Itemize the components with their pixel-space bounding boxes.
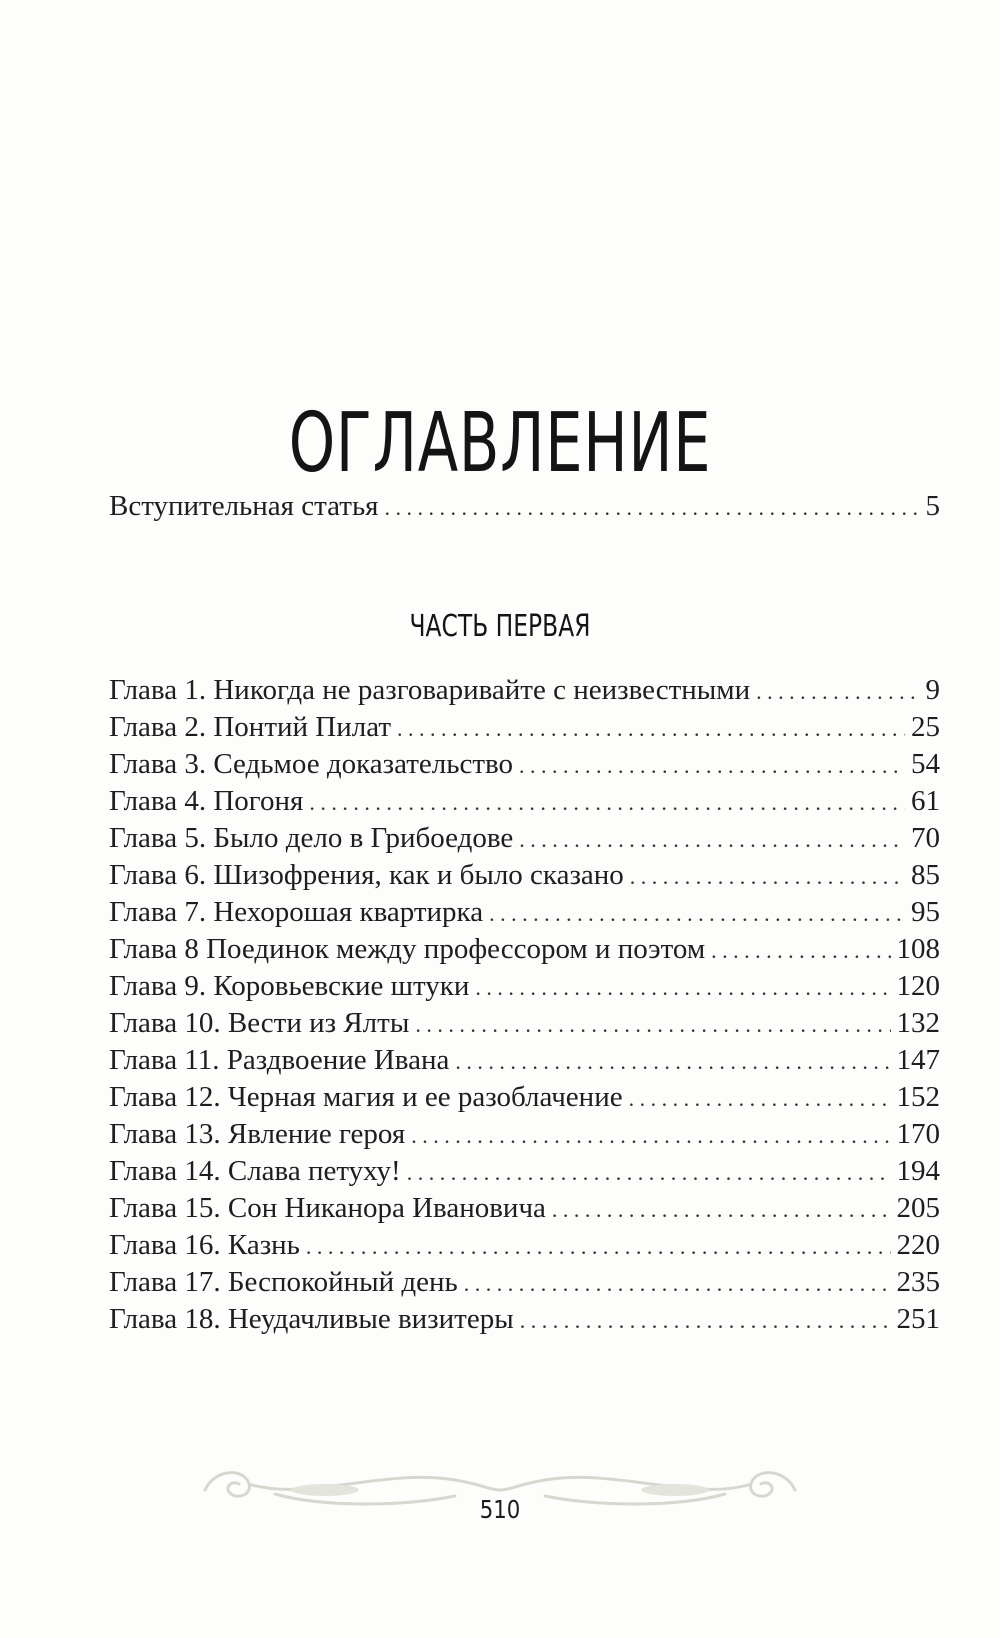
toc-entry-title: Вступительная статья — [109, 490, 379, 522]
dot-leader — [397, 709, 905, 747]
toc-entry-title: Глава 17. Беспокойный день — [109, 1266, 458, 1298]
toc-entry-page: 147 — [896, 1044, 940, 1076]
toc-entry-chapter[interactable] — [109, 746, 940, 782]
toc-entry-page: 70 — [911, 822, 940, 854]
dot-leader — [309, 783, 905, 821]
dot-leader — [711, 931, 890, 969]
toc-entry-title: Глава 2. Понтий Пилат — [109, 711, 392, 743]
toc-entry-page: 108 — [896, 933, 940, 965]
toc-entry-title: Глава 10. Вести из Ялты — [109, 1007, 410, 1039]
dot-leader — [411, 1116, 890, 1154]
page-title: ОГЛАВЛЕНИЕ — [288, 395, 712, 491]
toc-entry-chapter[interactable] — [109, 1153, 940, 1189]
toc-entry-chapter[interactable] — [109, 783, 940, 819]
toc-entry-page: 220 — [896, 1229, 940, 1261]
toc-entry-title: Глава 3. Седьмое доказательство — [109, 748, 513, 780]
toc-entry-chapter[interactable] — [109, 1264, 940, 1300]
toc-entry-page: 95 — [911, 896, 940, 928]
section-heading-part-one: ЧАСТЬ ПЕРВАЯ — [409, 609, 591, 644]
toc-entry-title: Глава 16. Казнь — [109, 1229, 300, 1261]
toc-entry-page: 170 — [896, 1118, 940, 1150]
toc-entry-page: 235 — [896, 1266, 940, 1298]
toc-entry-chapter[interactable] — [109, 931, 940, 967]
toc-entry-page: 25 — [911, 711, 940, 743]
toc-entry-page: 85 — [911, 859, 940, 891]
dot-leader — [407, 1153, 891, 1191]
dot-leader — [385, 488, 920, 526]
toc-entry-title: Глава 8 Поединок между профессором и поэтом — [109, 933, 706, 965]
toc-entry-intro[interactable] — [109, 488, 940, 524]
toc-entry-chapter[interactable] — [109, 1116, 940, 1152]
dot-leader — [630, 857, 905, 895]
toc-entry-page: 205 — [896, 1192, 940, 1224]
toc-entry-title: Глава 14. Слава петуху! — [109, 1155, 401, 1187]
toc-entry-page: 61 — [911, 785, 940, 817]
toc-entry-page: 9 — [925, 674, 940, 706]
toc-entry-page: 120 — [896, 970, 940, 1002]
toc-entry-chapter[interactable] — [109, 1190, 940, 1226]
toc-entry-page: 152 — [896, 1081, 940, 1113]
toc-entry-chapter[interactable] — [109, 1005, 940, 1041]
toc-entry-title: Глава 5. Было дело в Грибоедове — [109, 822, 514, 854]
page-number: 510 — [479, 1495, 521, 1524]
dot-leader — [306, 1227, 891, 1265]
toc-entry-chapter[interactable] — [109, 820, 940, 856]
toc-entry-page: 5 — [925, 490, 940, 522]
dot-leader — [520, 1301, 891, 1339]
dot-leader — [464, 1264, 891, 1302]
dot-leader — [415, 1005, 890, 1043]
toc-entry-title: Глава 4. Погоня — [109, 785, 304, 817]
toc-entry-page: 194 — [896, 1155, 940, 1187]
toc-entry-chapter[interactable] — [109, 857, 940, 893]
toc-entry-chapter[interactable] — [109, 1042, 940, 1078]
toc-entry-title: Глава 6. Шизофрения, как и было сказано — [109, 859, 624, 891]
toc-entry-chapter[interactable] — [109, 968, 940, 1004]
toc-entry-chapter[interactable] — [109, 1301, 940, 1337]
dot-leader — [629, 1079, 891, 1117]
toc-entry-title: Глава 9. Коровьевские штуки — [109, 970, 470, 1002]
toc-entry-title: Глава 12. Черная магия и ее разоблачение — [109, 1081, 623, 1113]
dot-leader — [519, 746, 905, 784]
dot-leader — [519, 820, 905, 858]
dot-leader — [756, 672, 919, 710]
toc-entry-title: Глава 13. Явление героя — [109, 1118, 406, 1150]
dot-leader — [455, 1042, 890, 1080]
toc-entry-chapter[interactable] — [109, 672, 940, 708]
toc-entry-title: Глава 7. Нехорошая квартирка — [109, 896, 484, 928]
toc-entry-chapter[interactable] — [109, 709, 940, 745]
toc-entry-page: 54 — [911, 748, 940, 780]
toc-entry-chapter[interactable] — [109, 1227, 940, 1263]
dot-leader — [552, 1190, 891, 1228]
toc-entry-page: 132 — [896, 1007, 940, 1039]
toc-entry-title: Глава 11. Раздвоение Ивана — [109, 1044, 450, 1076]
toc-entry-title: Глава 15. Сон Никанора Ивановича — [109, 1192, 546, 1224]
toc-entry-title: Глава 1. Никогда не разговаривайте с неизвестными — [109, 674, 751, 706]
toc-entry-title: Глава 18. Неудачливые визитеры — [109, 1303, 514, 1335]
toc-entry-page: 251 — [896, 1303, 940, 1335]
dot-leader — [489, 894, 905, 932]
dot-leader — [475, 968, 890, 1006]
toc-entry-chapter[interactable] — [109, 1079, 940, 1115]
toc-entry-chapter[interactable] — [109, 894, 940, 930]
